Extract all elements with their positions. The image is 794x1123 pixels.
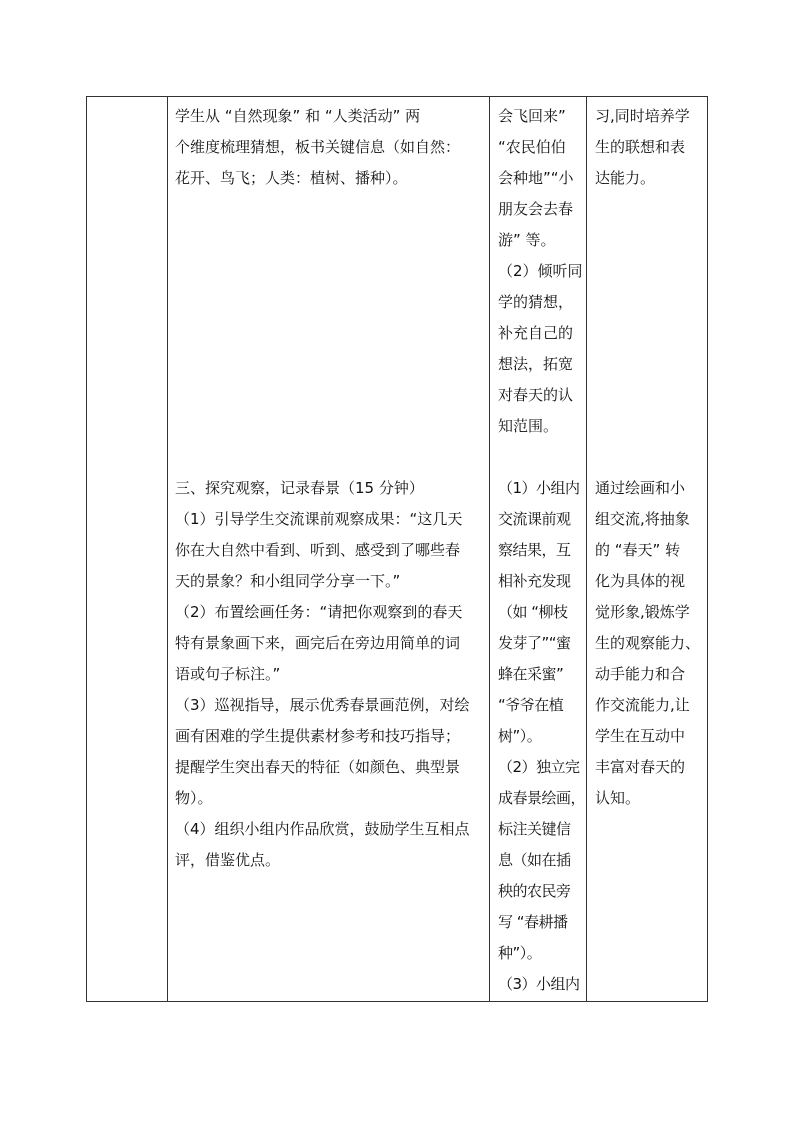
text-line: 察结果，互 xyxy=(498,541,571,559)
design-intent-cell xyxy=(587,97,708,1002)
text-line: 会飞回来” xyxy=(498,107,566,125)
student-activity-cell xyxy=(490,97,587,1002)
text-line: 通过绘画和小 xyxy=(595,479,686,497)
text-line: 学的猜想， xyxy=(498,293,574,311)
text-line: 特有景象画下来，画完后在旁边用简单的词 xyxy=(175,634,461,652)
text-line: 生的联想和表 xyxy=(595,138,686,156)
teacher-activity-cell xyxy=(168,97,490,1002)
text-line: 组交流,将抽象 xyxy=(595,510,690,528)
text-line: 相补充发现 xyxy=(498,572,571,590)
text-line: 种”）。 xyxy=(498,944,542,962)
text-line: 息（如在插 xyxy=(498,851,571,869)
text-line: （2）独立完 xyxy=(498,758,580,776)
text-line: 学生在互动中 xyxy=(595,727,686,745)
stage-column-cell xyxy=(87,97,168,1002)
text-line: 动手能力和合 xyxy=(595,665,686,683)
text-line: 的 “春天” 转 xyxy=(595,541,681,559)
text-line: （1）引导学生交流课前观察成果：“这几天 xyxy=(175,510,463,528)
text-line: 游” 等。 xyxy=(498,231,556,249)
text-line: （3）小组内 xyxy=(498,975,580,993)
text-line: 评，借鉴优点。 xyxy=(175,851,281,869)
text-line: 天的景象？和小组同学分享一下。” xyxy=(175,572,401,590)
text-line: 作交流能力,让 xyxy=(595,696,690,714)
table-row xyxy=(87,97,708,1002)
text-line: 化为具体的视 xyxy=(595,572,686,590)
text-line: 会种地”“小 xyxy=(498,169,574,187)
text-line: 你在大自然中看到、听到、感受到了哪些春 xyxy=(175,541,461,559)
text-line: 对春天的认 xyxy=(498,386,574,404)
teacher-activity-section-three xyxy=(175,469,483,876)
text-line: “农民伯伯 xyxy=(498,138,566,156)
text-line: （如 “柳枝 xyxy=(498,603,568,621)
text-line: （4）组织小组内作品欣赏，鼓励学生互相点 xyxy=(175,820,470,838)
text-line: 花开、鸟飞；人类：植树、播种）。 xyxy=(175,169,408,187)
text-line: 达能力。 xyxy=(595,169,656,187)
text-line: 写 “春耕播 xyxy=(498,913,568,931)
teacher-activity-continued xyxy=(175,101,483,469)
text-line: 学生从 “自然现象” 和 “人类活动” 两 xyxy=(175,107,421,125)
text-line: 习,同时培养学 xyxy=(595,107,690,125)
text-line: 成春景绘画， xyxy=(498,789,586,807)
text-line: 认知。 xyxy=(595,789,641,807)
design-intent-continued xyxy=(595,101,701,469)
student-activity-continued xyxy=(498,101,581,469)
text-line: 个维度梳理猜想，板书关键信息（如自然： xyxy=(175,138,461,156)
text-line: （3）巡视指导，展示优秀春景画范例，对绘 xyxy=(175,696,470,714)
text-line: 标注关键信 xyxy=(498,820,571,838)
text-line: 生的观察能力、 xyxy=(595,634,701,652)
section-heading: 三、探究观察，记录春景（15 分钟） xyxy=(175,479,424,497)
text-line: 物）。 xyxy=(175,789,213,807)
text-line: 发芽了”“蜜 xyxy=(498,634,571,652)
text-line: 交流课前观 xyxy=(498,510,571,528)
text-line: 知范围。 xyxy=(498,417,559,435)
lesson-plan-table xyxy=(86,96,708,1002)
text-line: 提醒学生突出春天的特征（如颜色、典型景 xyxy=(175,758,461,776)
text-line: 丰富对春天的 xyxy=(595,758,686,776)
text-line: 朋友会去春 xyxy=(498,200,574,218)
text-line: 觉形象,锻炼学 xyxy=(595,603,690,621)
text-line: 语或句子标注。” xyxy=(175,665,281,683)
text-line: 画有困难的学生提供素材参考和技巧指导； xyxy=(175,727,461,745)
text-line: 补充自己的 xyxy=(498,324,574,342)
student-activity-section-three xyxy=(498,469,586,1000)
text-line: 秧的农民旁 xyxy=(498,882,571,900)
text-line: （2）布置绘画任务：“请把你观察到的春天 xyxy=(175,603,463,621)
text-line: （1）小组内 xyxy=(498,479,580,497)
text-line: 树”）。 xyxy=(498,727,542,745)
text-line: 想法，拓宽 xyxy=(498,355,574,373)
text-line: 蜂在采蜜” xyxy=(498,665,564,683)
text-line: “爷爷在植 xyxy=(498,696,564,714)
text-line: （2）倾听同 xyxy=(498,262,583,280)
design-intent-section-three xyxy=(595,469,701,814)
